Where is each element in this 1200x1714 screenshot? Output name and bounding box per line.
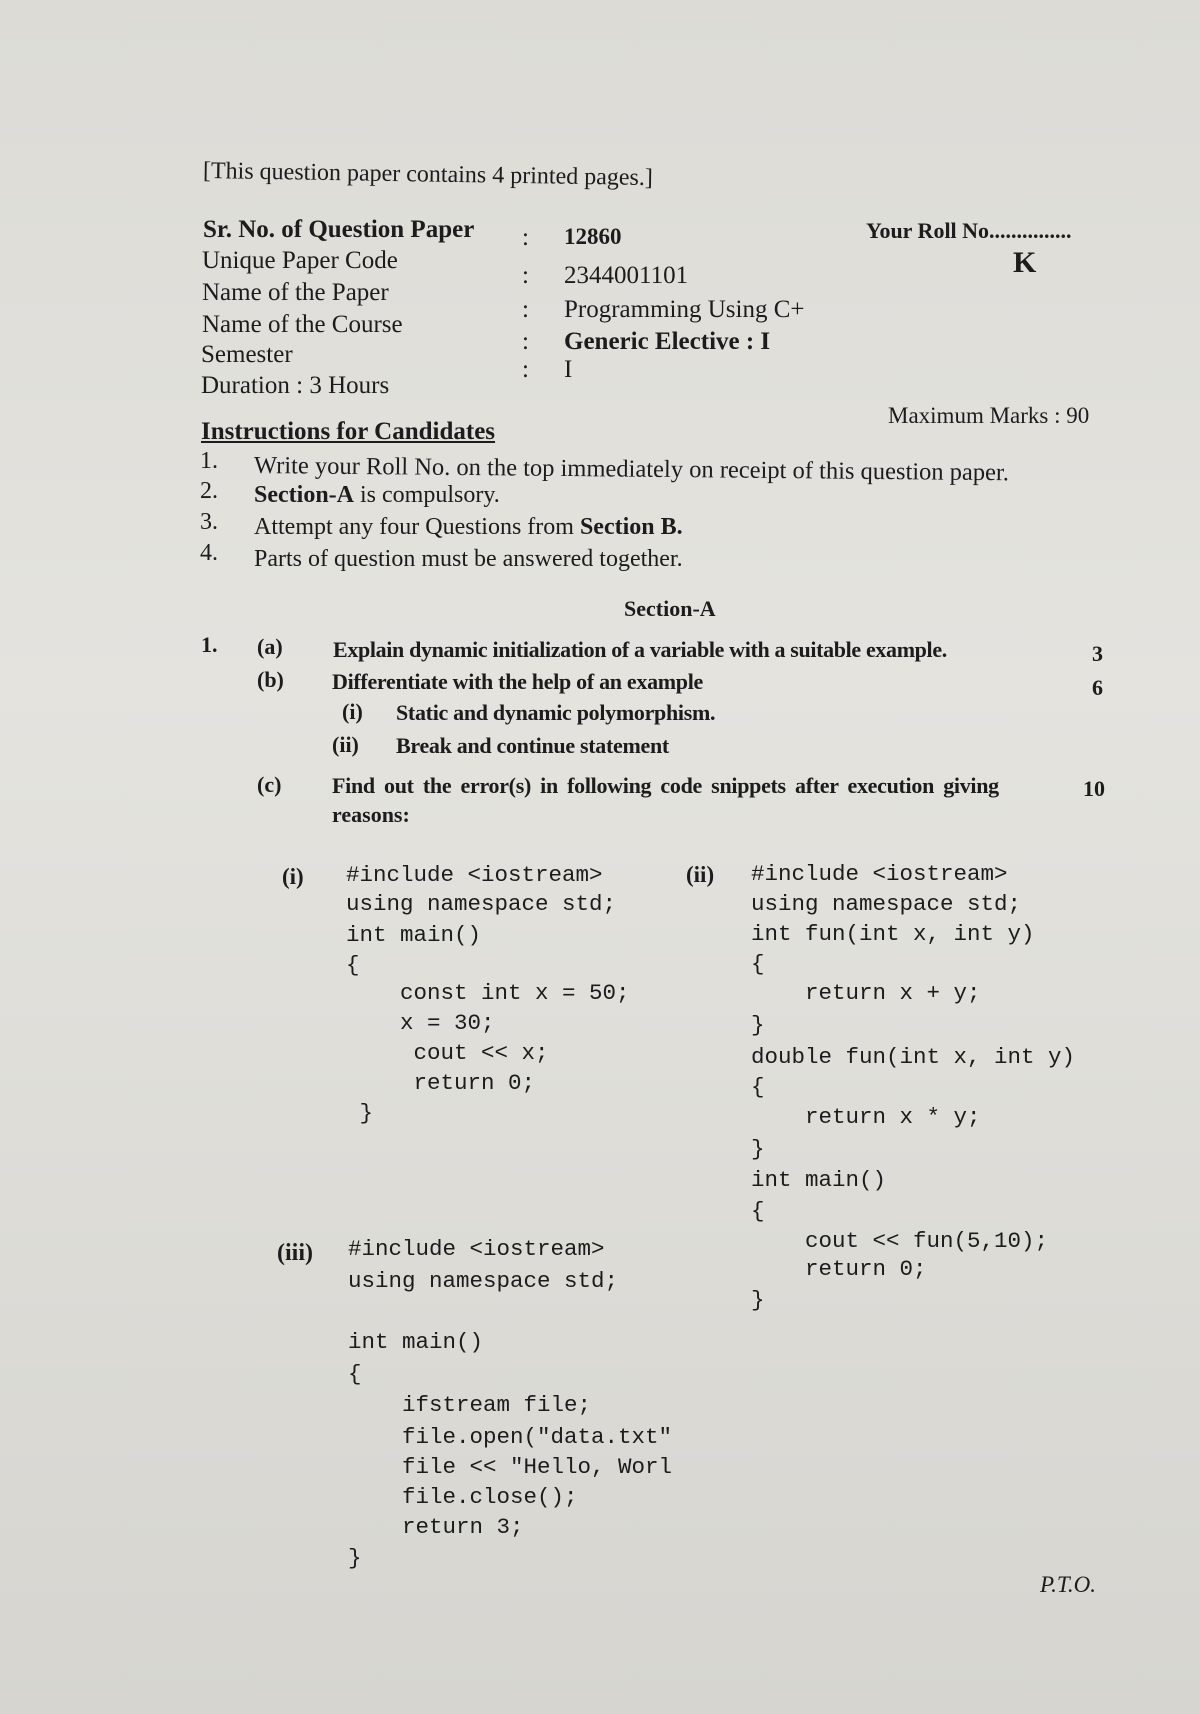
instruction-rest: is compulsory. xyxy=(353,482,500,508)
instruction-num: 3. xyxy=(200,509,218,535)
code-line: int main() xyxy=(348,1329,484,1355)
snippet-label: (i) xyxy=(282,864,304,889)
code-line: return 0; xyxy=(751,1256,927,1282)
subpart-text: Static and dynamic polymorphism. xyxy=(396,700,716,725)
code-line: cout << fun(5,10); xyxy=(751,1228,1049,1254)
code-line: #include <iostream> xyxy=(348,1236,605,1262)
code-line: double fun(int x, int y) xyxy=(751,1044,1076,1070)
code-line: #include <iostream> xyxy=(346,862,603,888)
header-label: Semester xyxy=(201,341,293,368)
header-value: I xyxy=(564,356,573,383)
code-line: } xyxy=(751,1136,765,1162)
duration: Duration : 3 Hours xyxy=(201,372,390,399)
code-line: } xyxy=(346,1100,374,1126)
code-line: return 0; xyxy=(346,1070,536,1096)
code-line: { xyxy=(751,1074,765,1100)
header-value: Generic Elective : I xyxy=(564,328,771,355)
code-line: ifstream file; xyxy=(348,1392,592,1418)
snippet-label: (iii) xyxy=(277,1240,313,1266)
instruction-num: 4. xyxy=(200,540,218,566)
code-line: using namespace std; xyxy=(348,1268,619,1294)
code-line: cout << x; xyxy=(346,1040,549,1066)
subpart-label: (ii) xyxy=(332,732,359,757)
part-marks: 10 xyxy=(1083,776,1105,801)
code-line: } xyxy=(751,1287,765,1313)
code-line: using namespace std; xyxy=(751,891,1022,917)
code-line: using namespace std; xyxy=(346,891,617,917)
instruction-num: 2. xyxy=(200,478,218,504)
question-number: 1. xyxy=(201,632,218,657)
footer-pto: P.T.O. xyxy=(1040,1572,1097,1597)
header-value: Programming Using C+ xyxy=(564,296,805,323)
code-line: { xyxy=(346,952,360,978)
code-line: file.open("data.txt" xyxy=(348,1424,673,1450)
code-line: int fun(int x, int y) xyxy=(751,921,1035,947)
instruction-rest: Attempt any four Questions from xyxy=(254,514,580,540)
part-text: Differentiate with the help of an example xyxy=(332,669,704,694)
code-line: x = 30; xyxy=(346,1010,495,1036)
code-line: file << "Hello, Worl xyxy=(348,1454,673,1480)
code-line: int main() xyxy=(751,1167,887,1193)
code-line: const int x = 50; xyxy=(346,980,630,1006)
code-line: { xyxy=(751,1198,765,1224)
instruction-text: Write your Roll No. on the top immediately on receipt of this question paper. xyxy=(253,452,1010,487)
subpart-label: (i) xyxy=(342,699,363,724)
code-line: } xyxy=(348,1545,362,1571)
instruction-bold: Section B. xyxy=(579,514,683,540)
code-line: } xyxy=(751,1012,765,1038)
header-label: Name of the Course xyxy=(202,311,403,338)
instruction-text xyxy=(254,514,683,541)
code-line: return x + y; xyxy=(751,980,981,1006)
code-line: return x * y; xyxy=(751,1104,981,1130)
instruction-num: 1. xyxy=(200,448,218,474)
part-text: Find out the error(s) in following code snippets after execution giving xyxy=(332,773,999,798)
code-line: { xyxy=(348,1361,362,1387)
header-sep: : xyxy=(522,296,529,323)
header-sep: : xyxy=(522,262,529,289)
instructions-title: Instructions for Candidates xyxy=(201,418,496,445)
subpart-text: Break and continue statement xyxy=(396,733,669,758)
instruction-text: Parts of question must be answered together. xyxy=(254,546,683,572)
part-text: Explain dynamic initialization of a variable with a suitable example. xyxy=(333,637,947,662)
part-marks: 3 xyxy=(1092,641,1103,666)
max-marks: Maximum Marks : 90 xyxy=(888,403,1090,428)
part-marks: 6 xyxy=(1092,675,1103,700)
header-value: 12860 xyxy=(564,224,622,249)
header-label: Sr. No. of Question Paper xyxy=(203,216,475,243)
header-sep: : xyxy=(522,356,529,383)
roll-no-label: Your Roll No............... xyxy=(866,218,1072,243)
part-text-continued: reasons: xyxy=(332,802,410,827)
code-line: { xyxy=(751,951,765,977)
instruction-text xyxy=(254,482,500,509)
header-label: Name of the Paper xyxy=(202,279,389,306)
top-note: [This question paper contains 4 printed pages.] xyxy=(202,158,654,192)
instruction-bold: Section-A xyxy=(254,482,354,508)
header-value: 2344001101 xyxy=(564,262,689,289)
header-label: Unique Paper Code xyxy=(202,247,398,274)
roll-no-value: K xyxy=(1013,246,1037,279)
part-label: (c) xyxy=(257,772,282,797)
section-title: Section-A xyxy=(624,596,716,621)
header-sep: : xyxy=(522,224,529,251)
header-sep: : xyxy=(522,328,529,355)
code-line: file.close(); xyxy=(348,1484,578,1510)
code-line: int main() xyxy=(346,922,482,948)
part-label: (a) xyxy=(257,634,283,659)
code-line: #include <iostream> xyxy=(751,861,1008,887)
part-label: (b) xyxy=(257,667,284,692)
snippet-label: (ii) xyxy=(686,862,715,887)
code-line: return 3; xyxy=(348,1514,524,1540)
